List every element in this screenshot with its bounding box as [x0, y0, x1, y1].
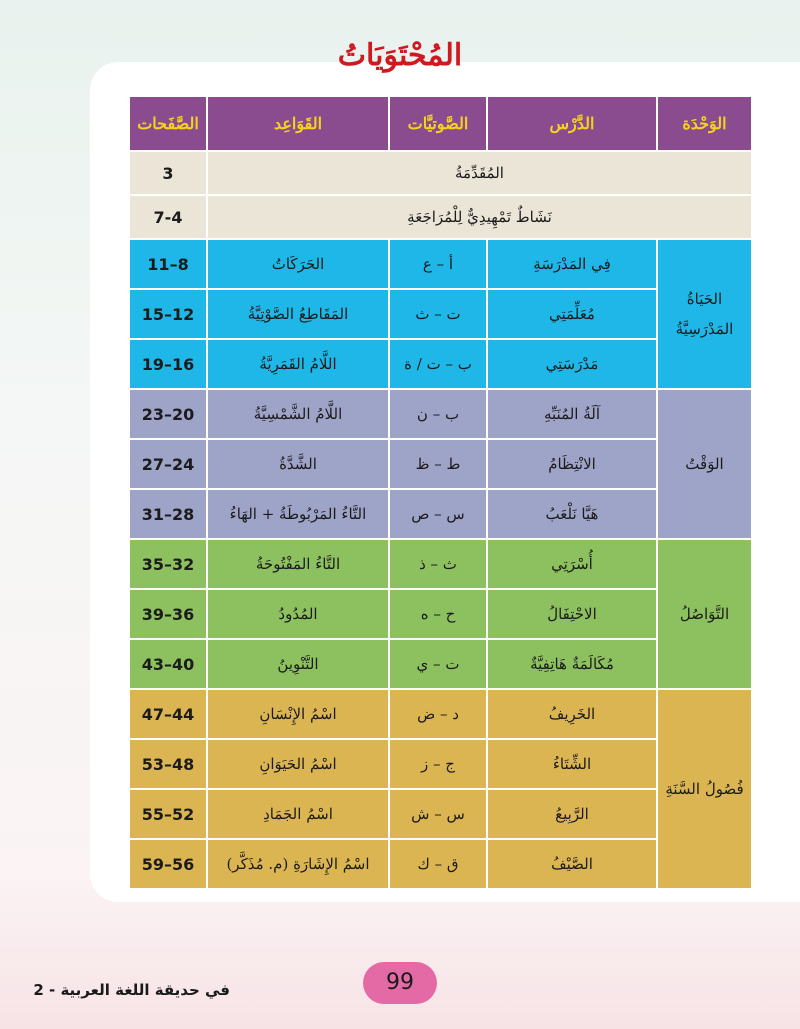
lesson-cell: آلَةُ المُنَبِّهِ	[487, 389, 657, 439]
book-title-footer: في حديقة اللغة العربية - 2	[33, 981, 230, 999]
rules-cell: الشَّدَّةُ	[207, 439, 389, 489]
pages-cell: 47–44	[129, 689, 207, 739]
rules-cell: التَّنْوِينُ	[207, 639, 389, 689]
unit-cell: الحَيَاةُ المَدْرَسِيَّةُ	[657, 239, 752, 389]
rules-cell: اسْمُ الجَمَادِ	[207, 789, 389, 839]
sounds-cell: أ – ع	[389, 239, 487, 289]
header-row	[129, 96, 752, 151]
rules-cell: التَّاءُ المَرْبُوطَةُ + الهَاءُ	[207, 489, 389, 539]
lesson-cell: مُعَلِّمَتِي	[487, 289, 657, 339]
lesson-cell: أُسْرَتِي	[487, 539, 657, 589]
intro-label: المُقَدِّمَةُ	[207, 151, 752, 195]
sounds-cell: د – ض	[389, 689, 487, 739]
sounds-cell: س – ش	[389, 789, 487, 839]
lesson-cell: الانْتِظَامُ	[487, 439, 657, 489]
rules-cell: المُدُودُ	[207, 589, 389, 639]
pages-cell: 43–40	[129, 639, 207, 689]
lesson-cell: فِي المَدْرَسَةِ	[487, 239, 657, 289]
lesson-cell: مُكَالَمَةٌ هَاتِفِيَّةٌ	[487, 639, 657, 689]
page-title: المُحْتَوَيَاتُ	[337, 38, 463, 73]
sounds-cell: ب – ن	[389, 389, 487, 439]
rules-cell: اللَّامُ القَمَرِيَّةُ	[207, 339, 389, 389]
rules-cell: اسْمُ الحَيَوَانِ	[207, 739, 389, 789]
intro-row	[129, 195, 752, 239]
pages-cell: 35–32	[129, 539, 207, 589]
intro-row	[129, 151, 752, 195]
sounds-cell: ح – ه	[389, 589, 487, 639]
pages-cell: 53–48	[129, 739, 207, 789]
intro-pages: 7-4	[129, 195, 207, 239]
pages-cell: 11–8	[129, 239, 207, 289]
pages-cell: 55–52	[129, 789, 207, 839]
rules-cell: اسْمُ الإِشَارَةِ (م. مُذَكَّر)	[207, 839, 389, 889]
lesson-cell: الصَّيْفُ	[487, 839, 657, 889]
lesson-cell: مَدْرَسَتِي	[487, 339, 657, 389]
header-unit: الوَحْدَة	[657, 96, 752, 151]
header-sounds: الصَّوتيَّات	[389, 96, 487, 151]
lesson-cell: الرَّبِيعُ	[487, 789, 657, 839]
unit-cell: فُصُولُ السَّنَةِ	[657, 689, 752, 889]
pages-cell: 15–12	[129, 289, 207, 339]
contents-table	[128, 95, 753, 890]
sounds-cell: س – ص	[389, 489, 487, 539]
sounds-cell: ج – ز	[389, 739, 487, 789]
sounds-cell: ق – ك	[389, 839, 487, 889]
lesson-row	[129, 689, 752, 739]
lesson-cell: هَيَّا نَلْعَبُ	[487, 489, 657, 539]
lesson-row	[129, 539, 752, 589]
lesson-cell: الاحْتِفَالُ	[487, 589, 657, 639]
sounds-cell: ط – ظ	[389, 439, 487, 489]
pages-cell: 19–16	[129, 339, 207, 389]
rules-cell: اسْمُ الإِنْسَانِ	[207, 689, 389, 739]
sounds-cell: ت – ث	[389, 289, 487, 339]
pages-cell: 39–36	[129, 589, 207, 639]
header-rules: القَوَاعِد	[207, 96, 389, 151]
intro-label: نَشَاطٌ تَمْهِيدِيٌّ لِلْمُرَاجَعَةِ	[207, 195, 752, 239]
lesson-cell: الخَرِيفُ	[487, 689, 657, 739]
rules-cell: التَّاءُ المَفْتُوحَةُ	[207, 539, 389, 589]
sounds-cell: ب – ت / ة	[389, 339, 487, 389]
header-lesson: الدَّرْس	[487, 96, 657, 151]
pages-cell: 23–20	[129, 389, 207, 439]
page-number-badge: 99	[363, 962, 437, 1004]
lesson-row	[129, 239, 752, 289]
rules-cell: المَقَاطِعُ الصَّوْتِيَّةُ	[207, 289, 389, 339]
header-pages: الصَّفَحات	[129, 96, 207, 151]
sounds-cell: ث – ذ	[389, 539, 487, 589]
pages-cell: 59–56	[129, 839, 207, 889]
lesson-row	[129, 389, 752, 439]
rules-cell: اللَّامُ الشَّمْسِيَّةُ	[207, 389, 389, 439]
lesson-cell: الشِّتَاءُ	[487, 739, 657, 789]
unit-cell: التَّوَاصُلُ	[657, 539, 752, 689]
pages-cell: 27–24	[129, 439, 207, 489]
rules-cell: الحَرَكَاتُ	[207, 239, 389, 289]
pages-cell: 31–28	[129, 489, 207, 539]
sounds-cell: ت – ي	[389, 639, 487, 689]
unit-cell: الوَقْتُ	[657, 389, 752, 539]
intro-pages: 3	[129, 151, 207, 195]
